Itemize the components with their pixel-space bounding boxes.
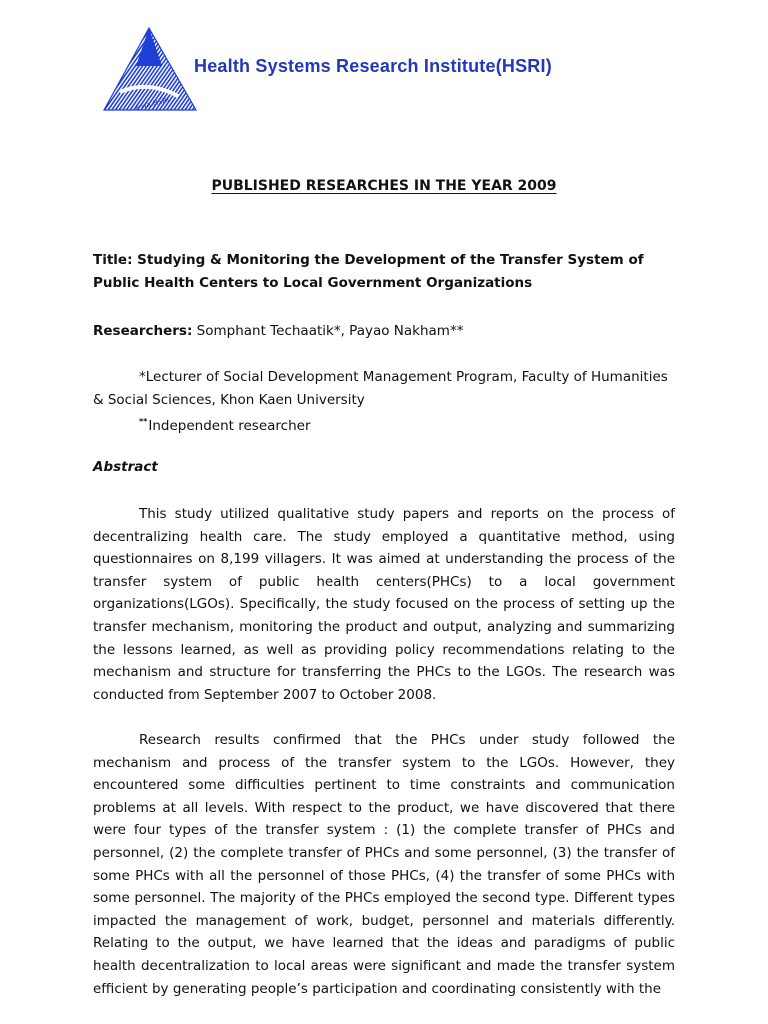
researchers-line [93, 320, 675, 343]
affiliation-1-line-2: & Social Sciences, Khon Kaen University [93, 391, 365, 408]
researchers-names: Somphant Techaatik*, Payao Nakham** [192, 323, 464, 339]
research-title [93, 249, 675, 294]
abstract-paragraph-2 [93, 729, 675, 1000]
org-name: Health Systems Research Institute(HSRI) [194, 56, 552, 76]
affiliations [93, 366, 675, 438]
hsri-logo [100, 26, 200, 114]
affiliation-2-mark: ** [139, 417, 148, 427]
triangle-logo-icon [100, 26, 200, 114]
paragraph-1-text: This study utilized qualitative study papers and reports on the process of decentralizing health care. The study employed a quantitative method, using questionnaires on 8,199 villagers. It was aimed at understanding the process of the transfer system of public health centers(PHCs) to a local government organizations(LGOs). Specifically, the study focused on the process of setting up the transfer mechanism, monitoring the product and output, analyzing and summarizing the lessons learned, as well as providing policy recommendations relating to the mechanism and structure for transferring the PHCs to the LGOs. The research was conducted from September 2007 to October 2008. [93, 506, 675, 703]
page-title-text: PUBLISHED RESEARCHES IN THE YEAR 2009 [211, 178, 557, 194]
page-title [0, 178, 768, 194]
affiliation-2 [93, 411, 675, 438]
title-line-2: Public Health Centers to Local Government Organizations [93, 274, 533, 291]
affiliation-1-line-1: *Lecturer of Social Development Management Program, Faculty of Humanities [139, 369, 668, 385]
abstract-paragraph-1 [93, 503, 675, 706]
logo-caption: สวรส.HSRI [133, 95, 171, 113]
title-line-1: Title: Studying & Monitoring the Development of the Transfer System of [93, 252, 644, 268]
affiliation-2-text: Independent researcher [148, 418, 311, 435]
researchers-label: Researchers: [93, 323, 193, 339]
paragraph-2-text: Research results confirmed that the PHCs under study followed the mechanism and process of the transfer system to the LGOs. However, they encountered some difficulties pertinent to time constraints and communication problems at all levels. With respect to the product, we have discovered that there were four types of the transfer system : (1) the complete transfer of PHCs and personnel, (2) the complete transfer of PHCs and some personnel, (3) the transfer of some PHCs with all the personnel of those PHCs, (4) the transfer of some PHCs with some personnel. The majority of the PHCs employed the second type. Different types impacted the management of work, budget, personnel and materials differently. Relating to the output, we have learned that the ideas and paradigms of public health decentralization to local areas were significant and made the transfer system efficient by generating people’s participation and coordinating consistently with the [93, 732, 675, 997]
abstract-heading: Abstract [93, 459, 158, 475]
